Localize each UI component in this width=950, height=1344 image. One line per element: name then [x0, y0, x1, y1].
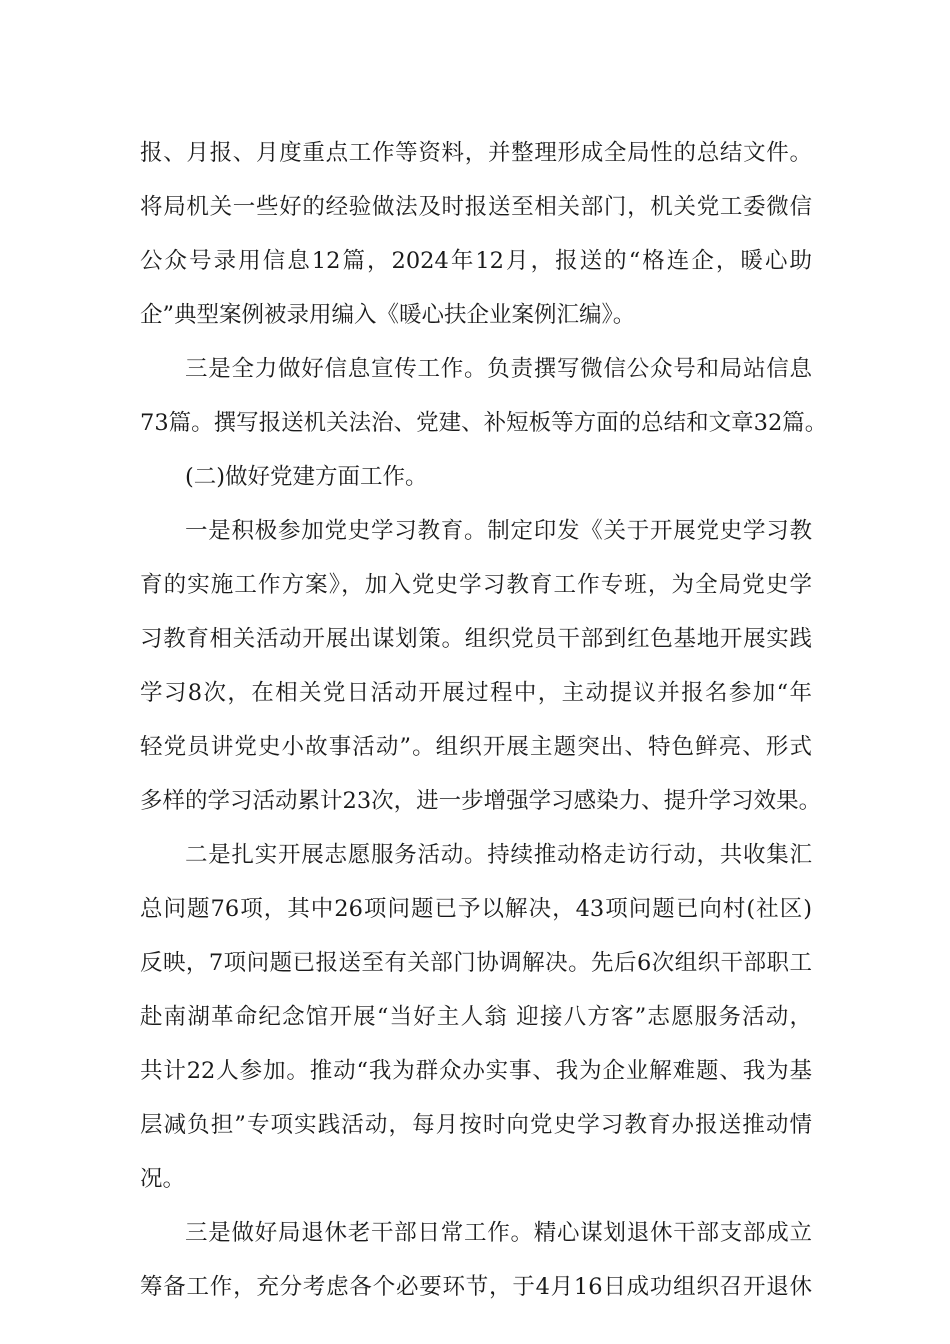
text-line: 公众号录用信息12篇，2024年12月，报送的“格连企，暖心助 [140, 248, 812, 274]
text-line: 共计22人参加。推动“我为群众办实事、我为企业解难题、我为基 [140, 1058, 812, 1084]
text-line: (二)做好党建方面工作。 [185, 464, 428, 490]
section-heading [140, 450, 812, 504]
text-line: 轻党员讲党史小故事活动”。组织开展主题突出、特色鲜亮、形式 [140, 734, 812, 760]
text-line: 学习8次，在相关党日活动开展过程中，主动提议并报名参加“年 [140, 680, 812, 706]
text-line: 二是扎实开展志愿服务活动。持续推动格走访行动，共收集汇 [185, 842, 812, 868]
text-line: 三是做好局退休老干部日常工作。精心谋划退休干部支部成立 [185, 1220, 812, 1246]
paragraph-5 [140, 1206, 812, 1314]
text-line: 育的实施工作方案》，加入党史学习教育工作专班，为全局党史学 [140, 572, 812, 598]
paragraph-1 [140, 126, 812, 342]
paragraph-2 [140, 342, 828, 450]
text-line: 73篇。撰写报送机关法治、党建、补短板等方面的总结和文章32篇。 [140, 410, 828, 436]
text-line: 三是全力做好信息宣传工作。负责撰写微信公众号和局站信息 [185, 356, 812, 382]
text-line: 反映，7项问题已报送至有关部门协调解决。先后6次组织干部职工 [140, 950, 812, 976]
text-line: 层减负担”专项实践活动，每月按时向党史学习教育办报送推动情 [140, 1112, 812, 1138]
text-line: 多样的学习活动累计23次，进一步增强学习感染力、提升学习效果。 [140, 788, 822, 814]
text-line: 一是积极参加党史学习教育。制定印发《关于开展党史学习教 [185, 518, 812, 544]
text-line: 总问题76项，其中26项问题已予以解决，43项问题已向村(社区) [140, 896, 812, 922]
text-line: 企”典型案例被录用编入《暖心扶企业案例汇编》。 [140, 302, 636, 328]
text-line: 况。 [140, 1166, 186, 1192]
document-body [140, 126, 828, 1314]
paragraph-4 [140, 828, 812, 1206]
text-line: 将局机关一些好的经验做法及时报送至相关部门，机关党工委微信 [140, 194, 812, 220]
paragraph-3 [140, 504, 822, 828]
text-line: 报、月报、月度重点工作等资料，并整理形成全局性的总结文件。 [140, 140, 812, 166]
text-line: 筹备工作，充分考虑各个必要环节，于4月16日成功组织召开退休 [140, 1274, 812, 1300]
text-line: 赴南湖革命纪念馆开展“当好主人翁 迎接八方客”志愿服务活动， [140, 1004, 812, 1030]
text-line: 习教育相关活动开展出谋划策。组织党员干部到红色基地开展实践 [140, 626, 812, 652]
